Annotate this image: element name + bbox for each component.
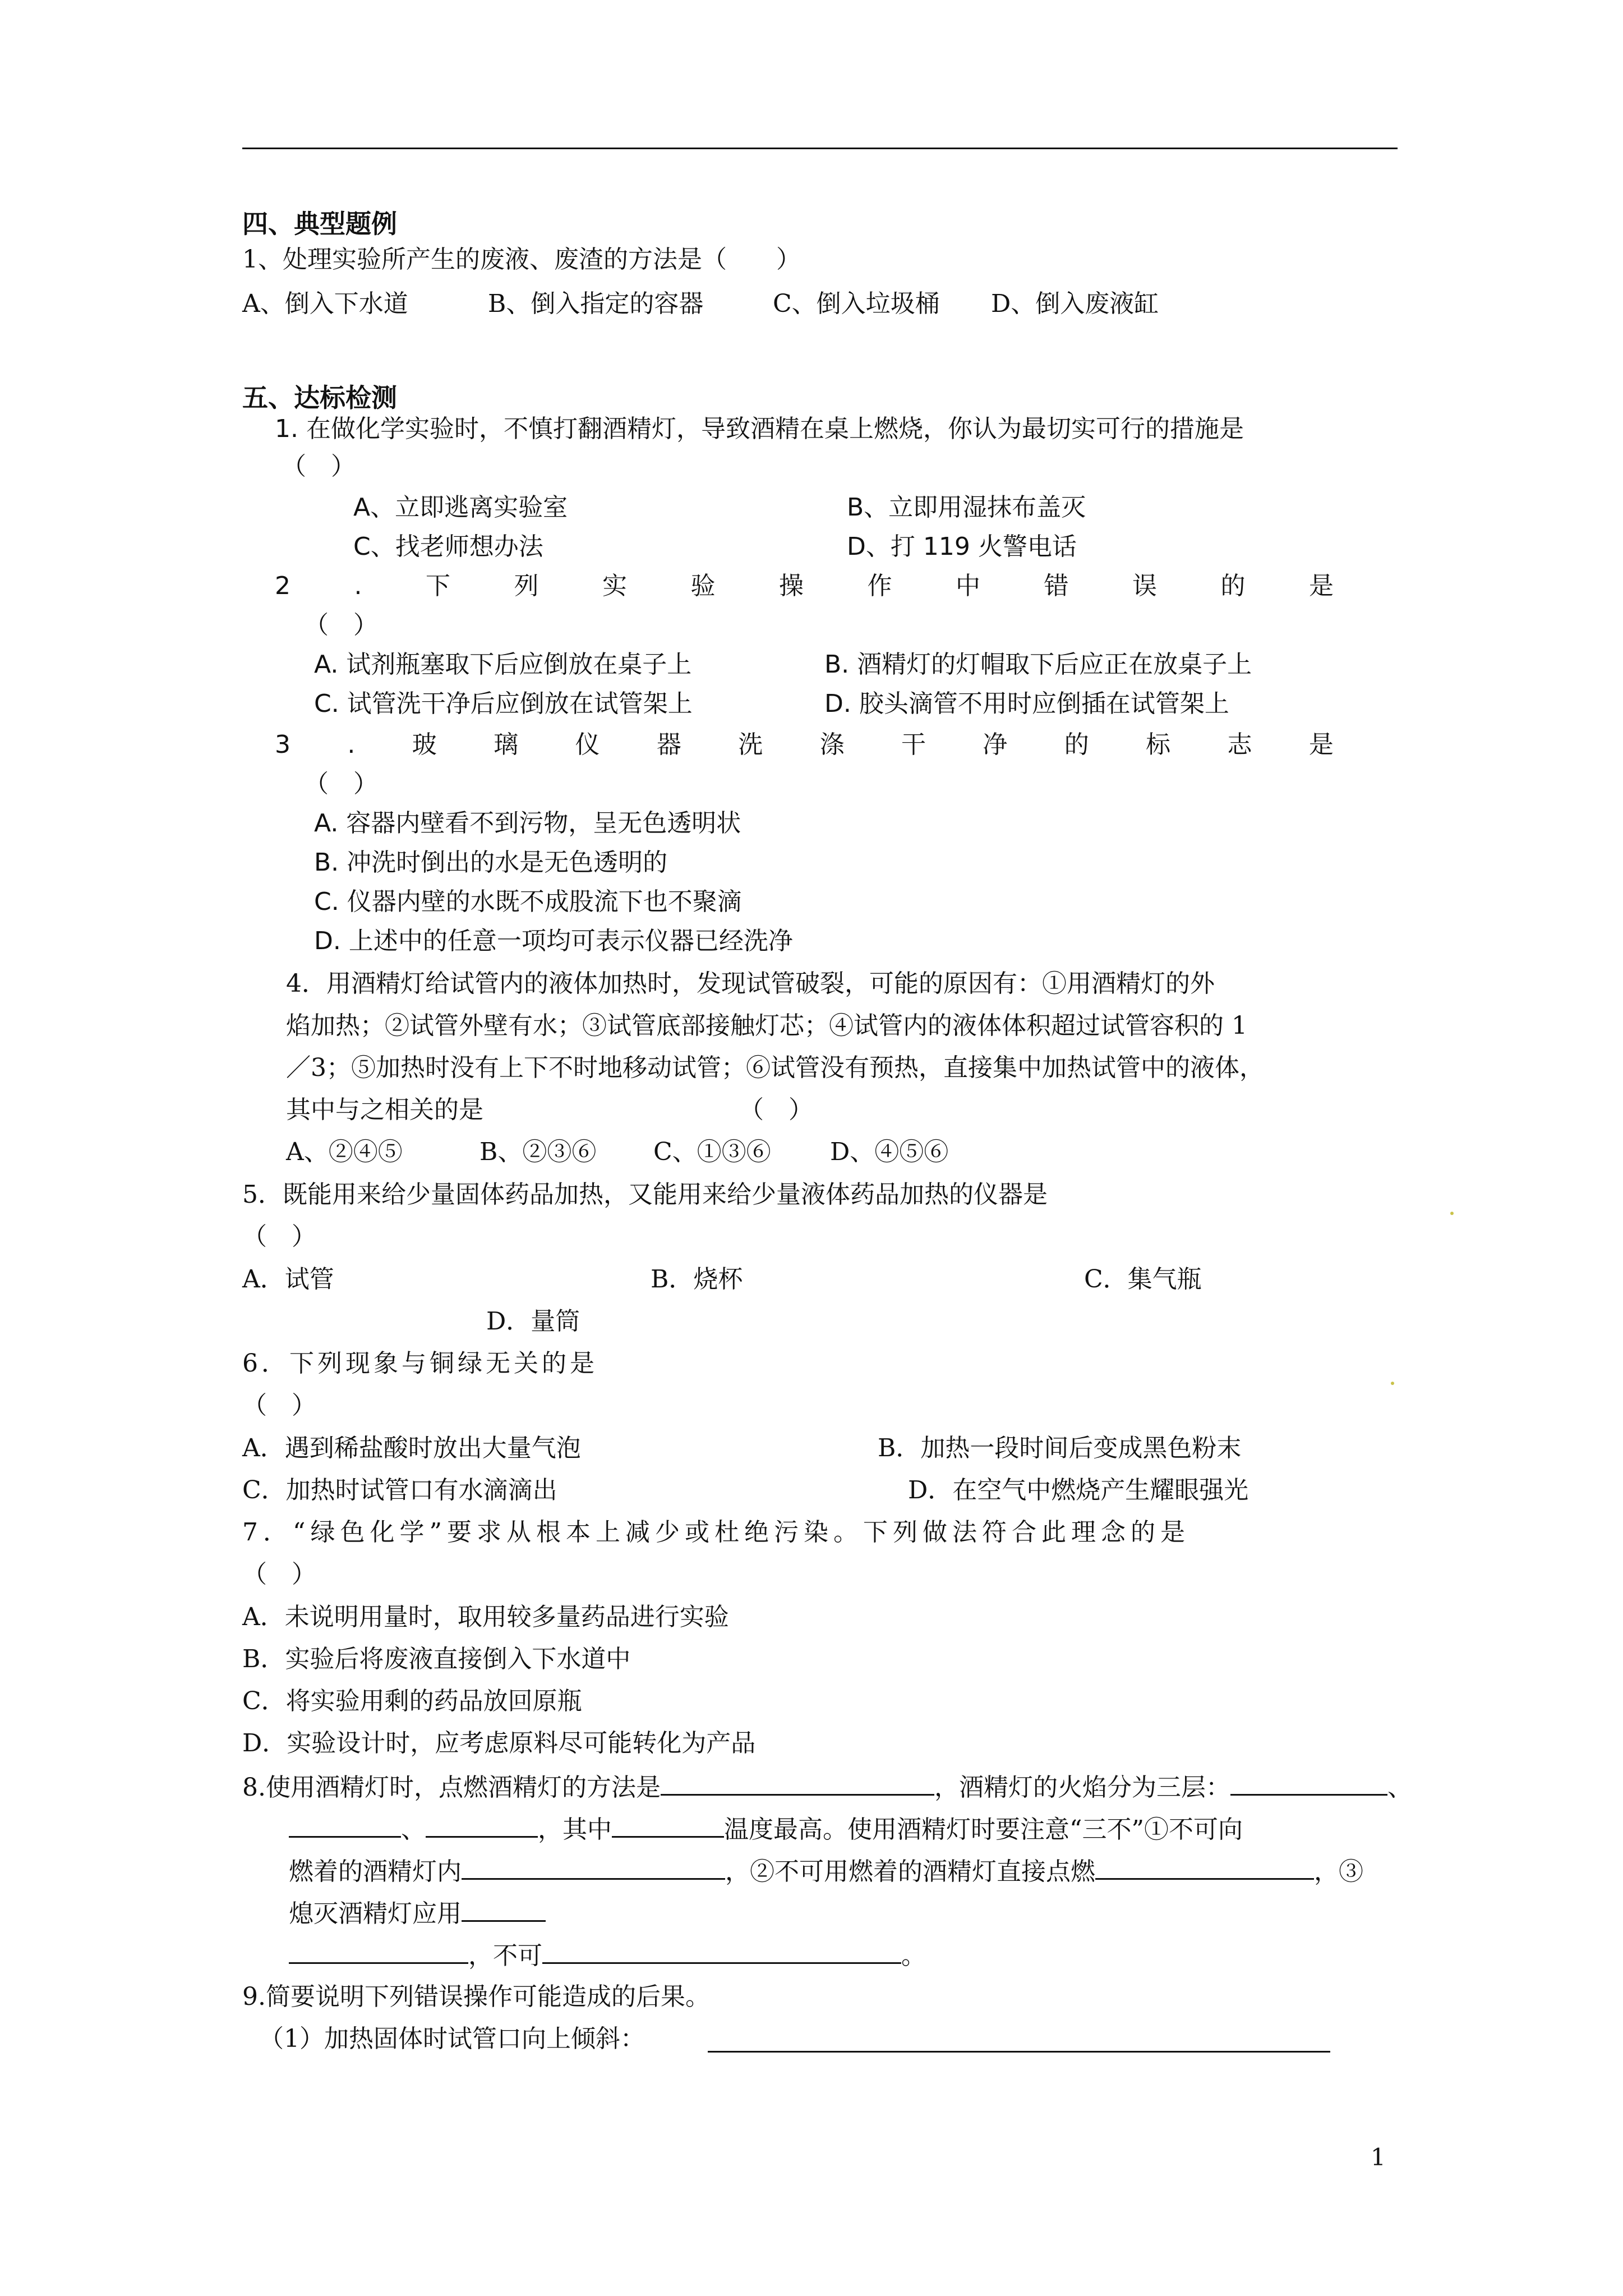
s5-q5-option-c: C．集气瓶 bbox=[1084, 1265, 1202, 1294]
s5-q8-text: ，②不可用燃着的酒精灯直接点燃 bbox=[725, 1857, 1095, 1886]
s5-q2-paren: （ ） bbox=[304, 611, 378, 639]
s5-q8-text: ，③ bbox=[1314, 1857, 1363, 1886]
s5-q2-option-b: B. 酒精灯的灯帽取下后应正在放桌子上 bbox=[824, 650, 1252, 679]
s5-q2-char: 验 bbox=[690, 572, 716, 600]
s5-q8-text: ，酒精灯的火焰分为三层： bbox=[934, 1773, 1230, 1802]
s5-q3-option-b: B. 冲洗时倒出的水是无色透明的 bbox=[314, 848, 668, 877]
s5-q2-char: 操 bbox=[779, 572, 804, 600]
s5-q3-option-a: A. 容器内壁看不到污物，呈无色透明状 bbox=[314, 809, 741, 838]
s5-q6-stem: 6．下列现象与铜绿无关的是 bbox=[242, 1349, 598, 1378]
s5-q3-char: 的 bbox=[1064, 730, 1089, 759]
s5-q8-line1 bbox=[242, 1774, 1412, 1800]
header-rule bbox=[242, 148, 1398, 149]
s5-q8-line4 bbox=[289, 1900, 546, 1926]
s5-q9-stem: 9.简要说明下列错误操作可能造成的后果。 bbox=[242, 1982, 710, 2011]
s5-q3-char: 标 bbox=[1146, 730, 1171, 759]
s5-q4-line: 焰加热；②试管外壁有水；③试管底部接触灯芯；④试管内的液体体积超过试管容积的 1 bbox=[286, 1011, 1247, 1040]
s5-q2-char: 2 bbox=[275, 572, 291, 600]
section4-q1-option-b: B、倒入指定的容器 bbox=[488, 289, 704, 318]
stray-dot bbox=[1391, 1382, 1394, 1385]
s5-q6-option-d: D．在空气中燃烧产生耀眼强光 bbox=[908, 1476, 1249, 1504]
answer-blank[interactable] bbox=[1095, 1858, 1314, 1880]
s5-q5-option-d: D．量筒 bbox=[486, 1307, 580, 1336]
s5-q4-line: ／3；⑤加热时没有上下不时地移动试管；⑥试管没有预热，直接集中加热试管中的液体， bbox=[286, 1053, 1264, 1082]
answer-blank[interactable] bbox=[661, 1774, 934, 1796]
s5-q3-char: 器 bbox=[656, 730, 681, 759]
answer-blank[interactable] bbox=[462, 1858, 725, 1880]
s5-q8-text: 熄灭酒精灯应用 bbox=[289, 1899, 462, 1928]
s5-q9-item1 bbox=[259, 2024, 645, 2053]
s5-q6-option-b: B．加热一段时间后变成黑色粉末 bbox=[878, 1434, 1242, 1462]
s5-q1-option-d: D、打 119 火警电话 bbox=[847, 532, 1077, 561]
s5-q1-option-c: C、找老师想办法 bbox=[353, 532, 543, 561]
page-number: 1 bbox=[1371, 2143, 1386, 2171]
s5-q2-char: 下 bbox=[426, 572, 450, 600]
s5-q2-option-d: D. 胶头滴管不用时应倒插在试管架上 bbox=[824, 689, 1229, 718]
answer-blank[interactable] bbox=[426, 1816, 538, 1838]
section4-q1: 1、处理实验所产生的废液、废渣的方法是（ ） bbox=[242, 245, 801, 274]
s5-q7-option-d: D．实验设计时，应考虑原料尽可能转化为产品 bbox=[242, 1729, 756, 1757]
s5-q3-char: 志 bbox=[1227, 730, 1252, 759]
section5-heading: 五、达标检测 bbox=[242, 383, 397, 413]
s5-q8-text: 8.使用酒精灯时，点燃酒精灯的方法是 bbox=[242, 1773, 661, 1802]
s5-q3-char: 干 bbox=[901, 730, 926, 759]
s5-q5-stem: 5．既能用来给少量固体药品加热，又能用来给少量液体药品加热的仪器是 bbox=[242, 1180, 1048, 1209]
s5-q7-option-b: B．实验后将废液直接倒入下水道中 bbox=[242, 1645, 631, 1673]
s5-q3-char: 净 bbox=[983, 730, 1008, 759]
s5-q1-option-a: A、立即逃离实验室 bbox=[353, 493, 568, 522]
s5-q6-option-a: A．遇到稀盐酸时放出大量气泡 bbox=[242, 1434, 581, 1462]
s5-q4-line: 4．用酒精灯给试管内的液体加热时，发现试管破裂，可能的原因有：①用酒精灯的外 bbox=[286, 969, 1215, 998]
s5-q8-text: ，不可 bbox=[468, 1941, 542, 1970]
answer-blank[interactable] bbox=[542, 1942, 901, 1964]
stray-dot bbox=[1450, 1212, 1454, 1215]
s5-q8-line2 bbox=[289, 1816, 1243, 1842]
s5-q2-char: 误 bbox=[1132, 572, 1157, 600]
s5-q8-text: ，其中 bbox=[538, 1815, 612, 1844]
s5-q4-line: 其中与之相关的是 bbox=[286, 1096, 483, 1124]
s5-q5-option-a: A．试管 bbox=[242, 1265, 334, 1294]
answer-blank[interactable] bbox=[289, 1816, 401, 1838]
s5-q3-char: 是 bbox=[1308, 730, 1334, 759]
s5-q7-option-c: C．将实验用剩的药品放回原瓶 bbox=[242, 1687, 582, 1715]
s5-q2-char: . bbox=[354, 572, 362, 600]
s5-q8-line5 bbox=[289, 1942, 926, 1968]
s5-q2-char: 作 bbox=[867, 572, 892, 600]
s5-q3-option-c: C. 仪器内壁的水既不成股流下也不聚滴 bbox=[314, 887, 742, 916]
s5-q4-option-b: B、②③⑥ bbox=[479, 1138, 597, 1166]
s5-q4-option-c: C、①③⑥ bbox=[653, 1138, 771, 1166]
s5-q3-char: 洗 bbox=[738, 730, 763, 759]
s5-q3-char: 3 bbox=[275, 730, 291, 759]
s5-q7-stem: 7．“绿色化学”要求从根本上减少或杜绝污染。下列做法符合此理念的是 bbox=[242, 1518, 1190, 1547]
s5-q3-stem bbox=[275, 730, 1334, 759]
s5-q1-option-b: B、立即用湿抹布盖灭 bbox=[847, 493, 1086, 522]
s5-q5-option-b: B．烧杯 bbox=[651, 1265, 743, 1294]
section4-heading: 四、典型题例 bbox=[242, 209, 397, 239]
answer-blank[interactable] bbox=[289, 1942, 468, 1964]
s5-q2-char: 是 bbox=[1309, 572, 1334, 600]
s5-q3-char: 玻 bbox=[412, 730, 437, 759]
s5-q3-char: 仪 bbox=[575, 730, 600, 759]
s5-q2-char: 的 bbox=[1220, 572, 1246, 600]
section4-q1-option-a: A、倒入下水道 bbox=[242, 289, 408, 318]
s5-q4-paren: （ ） bbox=[739, 1096, 813, 1124]
s5-q6-option-c: C．加热时试管口有水滴滴出 bbox=[242, 1476, 557, 1504]
section4-q1-option-c: C、倒入垃圾桶 bbox=[773, 289, 940, 318]
answer-blank[interactable] bbox=[1230, 1774, 1387, 1796]
s5-q8-text: 温度最高。使用酒精灯时要注意“三不”①不可向 bbox=[724, 1815, 1243, 1844]
s5-q2-char: 列 bbox=[514, 572, 539, 600]
s5-q5-paren: （ ） bbox=[242, 1222, 316, 1251]
s5-q3-option-d: D. 上述中的任意一项均可表示仪器已经洗净 bbox=[314, 927, 793, 955]
s5-q3-paren: （ ） bbox=[304, 770, 378, 798]
s5-q1-stem: 1. 在做化学实验时，不慎打翻酒精灯，导致酒精在桌上燃烧，你认为最切实可行的措施是 bbox=[275, 415, 1244, 443]
s5-q8-text: 、 bbox=[401, 1815, 426, 1844]
s5-q8-text: 、 bbox=[1387, 1773, 1412, 1802]
s5-q4-option-a: A、②④⑤ bbox=[286, 1138, 403, 1166]
answer-blank[interactable] bbox=[612, 1816, 724, 1838]
s5-q8-line3 bbox=[289, 1858, 1363, 1884]
s5-q6-paren: （ ） bbox=[242, 1391, 316, 1420]
s5-q2-char: 实 bbox=[602, 572, 627, 600]
s5-q8-text: 燃着的酒精灯内 bbox=[289, 1857, 462, 1886]
s5-q8-text: 。 bbox=[901, 1941, 926, 1970]
s5-q2-option-c: C. 试管洗干净后应倒放在试管架上 bbox=[314, 689, 693, 718]
s5-q2-char: 中 bbox=[956, 572, 980, 600]
s5-q1-paren: （ ） bbox=[282, 452, 356, 481]
answer-blank[interactable] bbox=[462, 1900, 546, 1922]
s5-q3-char: . bbox=[347, 730, 356, 759]
s5-q7-option-a: A．未说明用量时，取用较多量药品进行实验 bbox=[242, 1603, 729, 1631]
s5-q2-stem bbox=[275, 574, 1334, 599]
s5-q3-char: 璃 bbox=[494, 730, 519, 759]
section4-q1-option-d: D、倒入废液缸 bbox=[991, 289, 1159, 318]
s5-q7-paren: （ ） bbox=[242, 1560, 316, 1589]
s5-q3-char: 涤 bbox=[819, 730, 845, 759]
s5-q2-char: 错 bbox=[1044, 572, 1069, 600]
answer-blank[interactable] bbox=[708, 2051, 1330, 2053]
s5-q9-item1-label: （1）加热固体时试管口向上倾斜： bbox=[259, 2024, 645, 2053]
s5-q2-option-a: A. 试剂瓶塞取下后应倒放在桌子上 bbox=[314, 650, 692, 679]
s5-q4-option-d: D、④⑤⑥ bbox=[830, 1138, 949, 1166]
